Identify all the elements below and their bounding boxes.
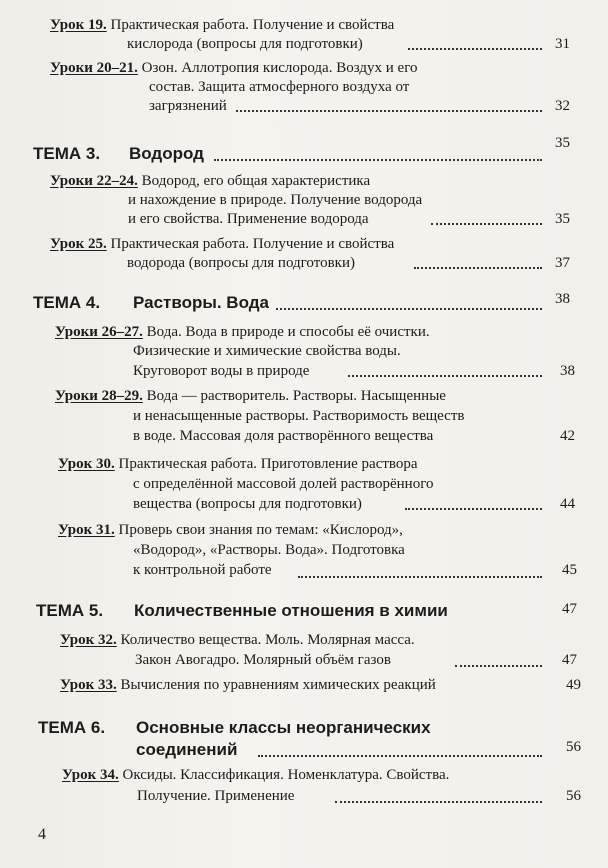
dot-leader [348, 375, 542, 377]
page-ref: 56 [566, 739, 581, 755]
lesson-label: Урок 34. [62, 767, 119, 783]
toc-entry-lessons-22-24 [50, 172, 370, 191]
page-ref: 45 [562, 562, 577, 578]
lesson-text: Вода. Вода в природе и способы её очистки. [146, 324, 430, 340]
page-ref: 35 [555, 135, 570, 151]
lesson-label: Уроки 22–24. [50, 173, 138, 189]
lesson-text: Вычисления по уравнениям химических реакций [120, 677, 436, 693]
dot-leader [408, 48, 542, 50]
dot-leader [236, 110, 542, 112]
topic-number: ТЕМА 6. [38, 718, 106, 737]
page-ref: 31 [555, 36, 570, 52]
topic-title: Основные классы неорганических [136, 718, 431, 737]
lesson-label: Уроки 20–21. [50, 60, 138, 76]
toc-entry-lesson-32 [60, 631, 415, 650]
lesson-text-line: Круговорот воды в природе [133, 363, 310, 379]
lesson-text-line: Получение. Применение [137, 788, 295, 804]
lesson-text: Озон. Аллотропия кислорода. Воздух и его [141, 60, 418, 76]
lesson-text-line: в воде. Массовая доля растворённого вещества [133, 428, 434, 444]
lesson-text-line: «Водород», «Растворы. Вода». Подготовка [133, 542, 405, 558]
lesson-text-line: Физические и химические свойства воды. [133, 343, 401, 359]
lesson-text-line: водорода (вопросы для подготовки) [127, 255, 355, 271]
page-ref: 47 [562, 652, 577, 668]
lesson-text-line: и ненасыщенные растворы. Растворимость веществ [133, 408, 465, 424]
toc-entry-lesson-34 [62, 766, 449, 785]
page-ref: 37 [555, 255, 570, 271]
lesson-text: Практическая работа. Получение и свойства [110, 236, 395, 252]
page-ref: 44 [560, 496, 575, 512]
toc-entry-lesson-30 [58, 455, 418, 474]
dot-leader [335, 801, 542, 803]
toc-entry-lesson-31 [58, 521, 403, 540]
lesson-text-line: и нахождение в природе. Получение водорода [128, 192, 423, 208]
toc-entry-lesson-25 [50, 235, 394, 254]
toc-entry-lesson-19 [50, 16, 394, 35]
dot-leader [455, 665, 542, 667]
lesson-text: Оксиды. Классификация. Номенклатура. Свойства. [122, 767, 450, 783]
topic-title: Количественные отношения в химии [134, 601, 448, 620]
lesson-text: Водород, его общая характеристика [141, 173, 371, 189]
lesson-label: Урок 33. [60, 677, 117, 693]
page-ref: 42 [560, 428, 575, 444]
dot-leader [414, 267, 542, 269]
toc-entry-lessons-28-29 [55, 387, 446, 406]
lesson-text-line: и его свойства. Применение водорода [128, 211, 369, 227]
lesson-text: Проверь свои знания по темам: «Кислород», [118, 522, 403, 538]
page-ref: 38 [555, 291, 570, 307]
lesson-text: Практическая работа. Получение и свойства [110, 17, 395, 33]
toc-entry-lessons-20-21 [50, 59, 417, 78]
lesson-text-line: к контрольной работе [133, 562, 272, 578]
page-ref: 32 [555, 98, 570, 114]
lesson-text-line: кислорода (вопросы для подготовки) [127, 36, 363, 52]
page-ref: 56 [566, 788, 581, 804]
lesson-label: Уроки 26–27. [55, 324, 143, 340]
dot-leader [298, 576, 542, 578]
topic-number: ТЕМА 4. [33, 293, 101, 312]
topic-number: ТЕМА 5. [36, 601, 104, 620]
lesson-label: Урок 30. [58, 456, 115, 472]
dot-leader [405, 508, 542, 510]
lesson-text-line: загрязнений [149, 98, 227, 114]
lesson-text-line: состав. Защита атмосферного воздуха от [149, 79, 410, 95]
page-ref: 49 [566, 677, 581, 693]
lesson-label: Урок 31. [58, 522, 115, 538]
page-ref: 47 [562, 601, 577, 617]
toc-entry-lesson-33 [60, 676, 436, 695]
lesson-text: Вода — растворитель. Растворы. Насыщенные [146, 388, 446, 404]
lesson-text-line: вещества (вопросы для подготовки) [133, 496, 362, 512]
lesson-text: Количество вещества. Моль. Молярная масса. [120, 632, 415, 648]
topic-title: Растворы. Вода [133, 293, 269, 312]
lesson-label: Урок 32. [60, 632, 117, 648]
lesson-label: Урок 25. [50, 236, 107, 252]
page-ref: 35 [555, 211, 570, 227]
page-ref: 38 [560, 363, 575, 379]
lesson-text: Практическая работа. Приготовление раствора [118, 456, 418, 472]
dot-leader [214, 159, 542, 161]
dot-leader [276, 308, 542, 310]
lesson-label: Уроки 28–29. [55, 388, 143, 404]
topic-number: ТЕМА 3. [33, 144, 101, 163]
topic-title: Водород [129, 144, 204, 163]
toc-entry-lessons-26-27 [55, 323, 430, 342]
dot-leader [431, 223, 542, 225]
lesson-text-line: с определённой массовой долей растворённого [133, 476, 434, 492]
dot-leader [258, 755, 542, 757]
topic-title: соединений [136, 740, 238, 759]
page-number: 4 [38, 826, 46, 843]
lesson-label: Урок 19. [50, 17, 107, 33]
lesson-text-line: Закон Авогадро. Молярный объём газов [135, 652, 391, 668]
